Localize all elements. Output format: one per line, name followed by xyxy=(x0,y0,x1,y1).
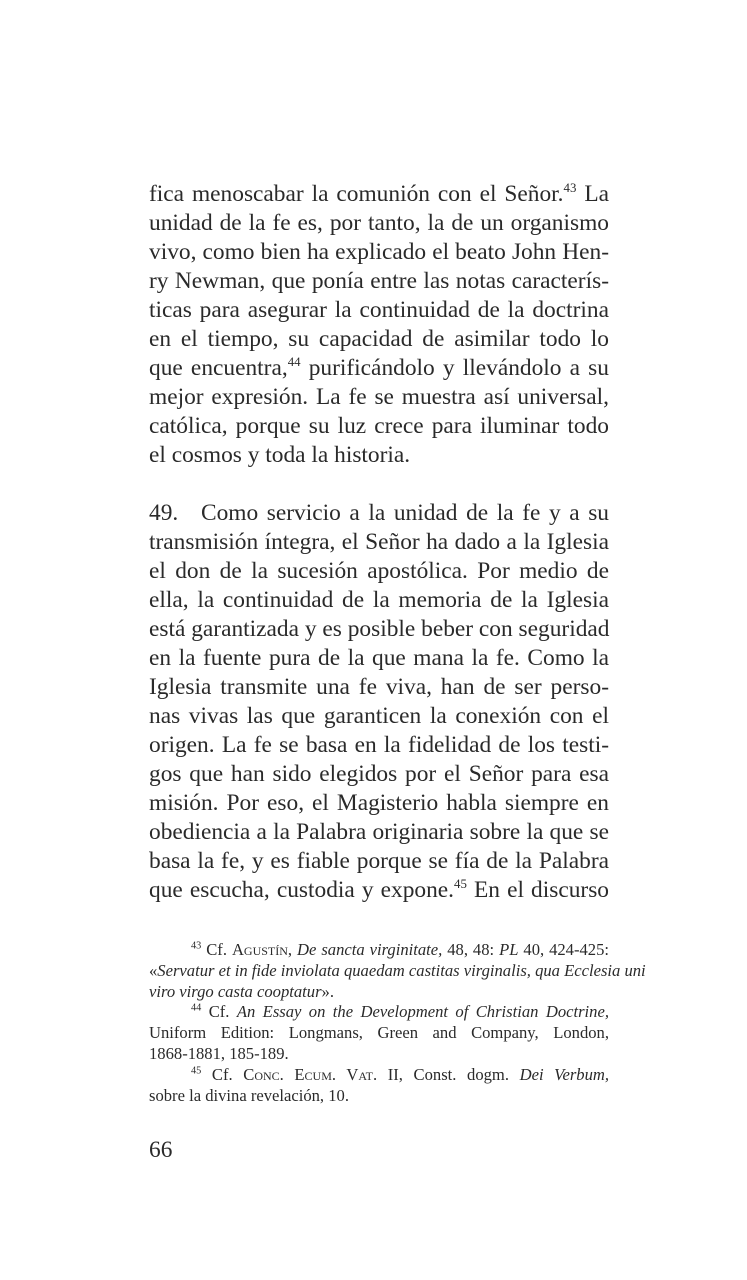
p2-line-12: obediencia a la Palabra originaria sobre la que se xyxy=(149,819,609,845)
footnotes xyxy=(149,940,646,1106)
p1-line-5: ticas para asegurar la continuidad de la doctrina xyxy=(149,297,609,323)
footnote-45-line-2: sobre la divina revelación, 10. xyxy=(149,1085,349,1105)
footnote-44-title: An Essay on the Development of Christian Doctrine, xyxy=(236,1002,609,1022)
p2-line-13: basa la fe, y es fiable porque se fía de la Palabra xyxy=(149,848,609,874)
p2-line-8: nas vivas las que garanticen la conexión con el xyxy=(149,703,609,729)
main-text xyxy=(149,180,609,905)
page-number: 66 xyxy=(149,1137,173,1163)
p1-line-4: ry Newman, que ponía entre las notas caracterís- xyxy=(149,268,609,294)
p1-line-7: que encuentra,$^{44}$ purificándolo y llevándolo a su xyxy=(149,355,609,381)
footnote-44-line-1: $^{44}$ Cf. An Essay on the Development of Christian Doctrine, xyxy=(191,1002,609,1022)
p2-line-6: en la fuente pura de la que mana la fe. Como la xyxy=(149,645,609,671)
p1-line-6: en el tiempo, su capacidad de asimilar todo lo xyxy=(149,326,609,352)
paragraph-48-continuation xyxy=(149,180,609,470)
p2-line-4: ella, la continuidad de la memoria de la Iglesia xyxy=(149,587,609,613)
p1-line-10: el cosmos y toda la historia. xyxy=(149,442,411,468)
footnote-45-source: Conc. Ecum. Vat. xyxy=(243,1064,378,1084)
p2-line-5: está garantizada y es posible beber con seguridad xyxy=(149,616,610,642)
footnote-44-line-2: Uniform Edition: Longmans, Green and Company, London, xyxy=(149,1023,609,1043)
p1-line-2: unidad de la fe es, por tanto, la de un organismo xyxy=(149,210,609,236)
footnote-43-number: 43 xyxy=(191,940,202,952)
paragraph-number: 49. xyxy=(149,500,179,526)
footnote-43-line-3: viro virgo casta cooptatur». xyxy=(149,981,334,1001)
footnote-45-title: Dei Verbum, xyxy=(519,1064,609,1084)
paragraph-49 xyxy=(149,499,609,905)
p1-line-8: mejor expresión. La fe se muestra así universal, xyxy=(149,384,609,410)
footnote-45-line-1: $^{45}$ Cf. Conc. Ecum. Vat. II, Const. dogm. Dei Verbum, xyxy=(191,1064,609,1084)
p2-line-3: el don de la sucesión apostólica. Por medio de xyxy=(149,558,609,584)
paragraph-gap xyxy=(149,470,609,499)
p2-line-14: que escucha, custodia y expone.$^{45}$ En el discurso xyxy=(149,877,609,903)
footnote-43-line-2: «Servatur et in fide inviolata quaedam castitas virginalis, qua Ecclesia uni xyxy=(149,960,646,980)
p1-line-3: vivo, como bien ha explicado el beato John Hen- xyxy=(149,239,609,265)
footnote-44-line-3: 1868-1881, 185-189. xyxy=(149,1043,289,1063)
p1-line-1: fica menoscabar la comunión con el Señor.$^{43}$ La xyxy=(149,181,609,207)
footnote-43-title: De sancta virginitate, xyxy=(297,940,443,959)
footnote-44-number: 44 xyxy=(191,1002,202,1014)
footnote-45-number: 45 xyxy=(191,1065,202,1077)
p2-line-1: 49. Como servicio a la unidad de la fe y a su xyxy=(149,500,609,526)
p2-line-11: misión. Por eso, el Magisterio habla siempre en xyxy=(149,790,609,816)
footnote-ref-45: 45 xyxy=(454,877,467,892)
p2-line-10: gos que han sido elegidos por el Señor para esa xyxy=(149,761,609,787)
p2-line-2: transmisión íntegra, el Señor ha dado a la Iglesia xyxy=(149,529,609,555)
footnote-ref-44: 44 xyxy=(287,355,301,370)
footnote-43-quote: Servatur et in fide inviolata quaedam castitas virginalis, qua Ecclesia uni xyxy=(157,960,646,980)
footnote-43-author: Agustín, xyxy=(231,940,293,959)
footnote-ref-43: 43 xyxy=(563,181,577,196)
footnote-43-line-1: $^{43}$ Cf. Agustín, De sancta virginitate, 48, 48: PL 40, 424-425: xyxy=(191,940,609,959)
p2-line-9: origen. La fe se basa en la fidelidad de los testi- xyxy=(149,732,609,758)
p1-line-9: católica, porque su luz crece para iluminar todo xyxy=(149,413,609,439)
p2-line-7: Iglesia transmite una fe viva, han de ser perso- xyxy=(149,674,609,700)
